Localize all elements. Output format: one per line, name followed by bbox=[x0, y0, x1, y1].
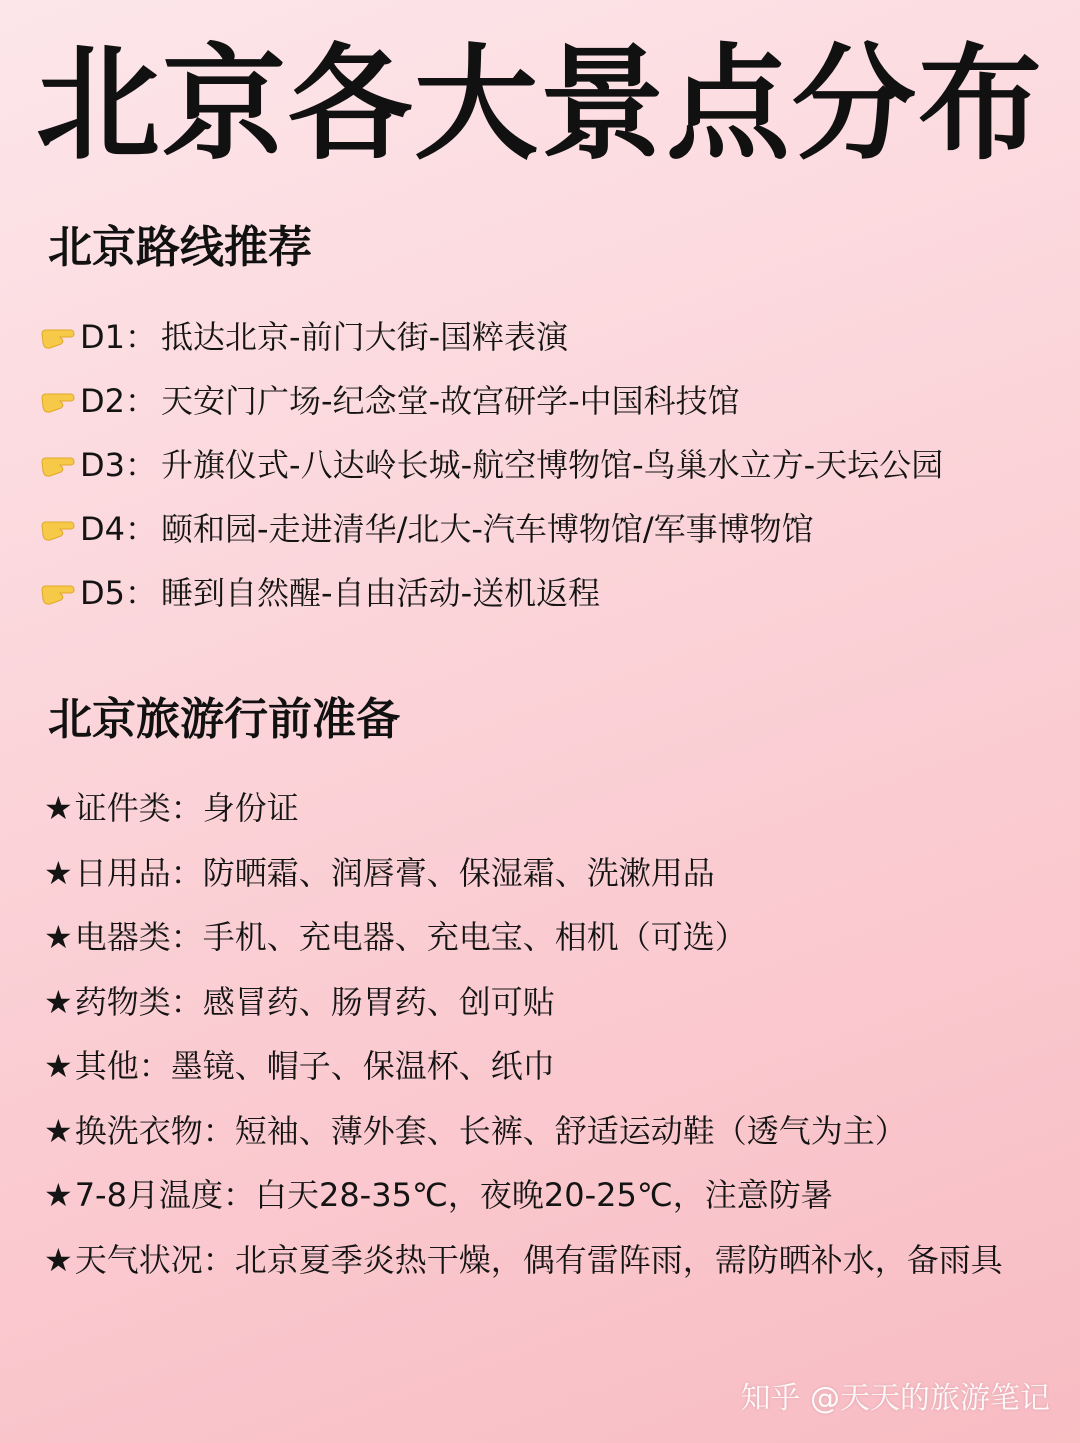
prep-item-text: 7-8月温度：白天28-35℃，夜晚20-25℃，注意防暑 bbox=[74, 1176, 833, 1214]
route-item-d5 bbox=[40, 561, 1060, 625]
prep-item-temperature bbox=[44, 1163, 1044, 1228]
prep-item-text: 药物类：感冒药、肠胃药、创可贴 bbox=[74, 982, 555, 1021]
star-icon: ★ bbox=[44, 1047, 73, 1085]
prep-item-text: 日用品：防晒霜、润唇膏、保湿霜、洗漱用品 bbox=[74, 853, 715, 892]
watermark: 知乎 @天天的旅游笔记 bbox=[740, 1381, 1050, 1416]
prep-item-weather bbox=[44, 1228, 1034, 1293]
route-text: 颐和园-走进清华/北大-汽车博物馆/军事博物馆 bbox=[161, 510, 814, 548]
star-icon: ★ bbox=[44, 982, 73, 1021]
route-day-label: D4： bbox=[80, 510, 158, 548]
prep-item-text: 其他：墨镜、帽子、保温杯、纸巾 bbox=[74, 1047, 555, 1085]
prep-item-text: 电器类：手机、充电器、充电宝、相机（可选） bbox=[74, 918, 747, 956]
route-item-d1 bbox=[40, 305, 1060, 369]
route-day-label: D3： bbox=[80, 446, 158, 484]
star-icon: ★ bbox=[44, 1111, 73, 1150]
star-icon: ★ bbox=[44, 789, 73, 827]
star-icon: ★ bbox=[44, 1240, 73, 1279]
prep-item-documents bbox=[44, 776, 1044, 841]
route-day-label: D5： bbox=[80, 574, 158, 612]
pointing-hand-icon bbox=[40, 386, 78, 416]
star-icon: ★ bbox=[44, 918, 73, 956]
route-item-d2 bbox=[40, 369, 1060, 433]
pointing-hand-icon bbox=[40, 514, 78, 544]
route-text: 睡到自然醒-自由活动-送机返程 bbox=[161, 574, 601, 612]
prep-item-daily bbox=[44, 841, 1044, 906]
star-icon: ★ bbox=[44, 1176, 73, 1214]
route-day-label: D1： bbox=[80, 318, 158, 356]
pointing-hand-icon bbox=[40, 322, 78, 352]
route-item-d4 bbox=[40, 497, 1060, 561]
prep-item-medicine bbox=[44, 970, 1044, 1035]
route-item-d3 bbox=[40, 433, 1060, 497]
prep-item-clothing bbox=[44, 1099, 1044, 1164]
star-icon: ★ bbox=[44, 853, 73, 892]
route-text: 升旗仪式-八达岭长城-航空博物馆-鸟巢水立方-天坛公园 bbox=[161, 446, 944, 484]
page-title: 北京各大景点分布 bbox=[36, 33, 1045, 177]
route-list bbox=[40, 305, 1060, 625]
prep-item-text: 证件类：身份证 bbox=[74, 789, 299, 827]
route-section-heading: 北京路线推荐 bbox=[48, 222, 312, 273]
route-text: 抵达北京-前门大街-国粹表演 bbox=[161, 318, 569, 356]
prep-item-text: 换洗衣物：短袖、薄外套、长裤、舒适运动鞋（透气为主） bbox=[74, 1111, 907, 1150]
prep-item-text: 天气状况：北京夏季炎热干燥，偶有雷阵雨，需防晒补水，备雨具 bbox=[74, 1240, 1003, 1279]
route-day-label: D2： bbox=[80, 382, 158, 420]
prep-section-heading: 北京旅游行前准备 bbox=[48, 694, 400, 745]
prep-list bbox=[44, 776, 1044, 1292]
route-text: 天安门广场-纪念堂-故宫研学-中国科技馆 bbox=[161, 382, 740, 420]
prep-item-electronics bbox=[44, 905, 1044, 970]
pointing-hand-icon bbox=[40, 450, 78, 480]
prep-item-other bbox=[44, 1034, 1044, 1099]
pointing-hand-icon bbox=[40, 578, 78, 608]
